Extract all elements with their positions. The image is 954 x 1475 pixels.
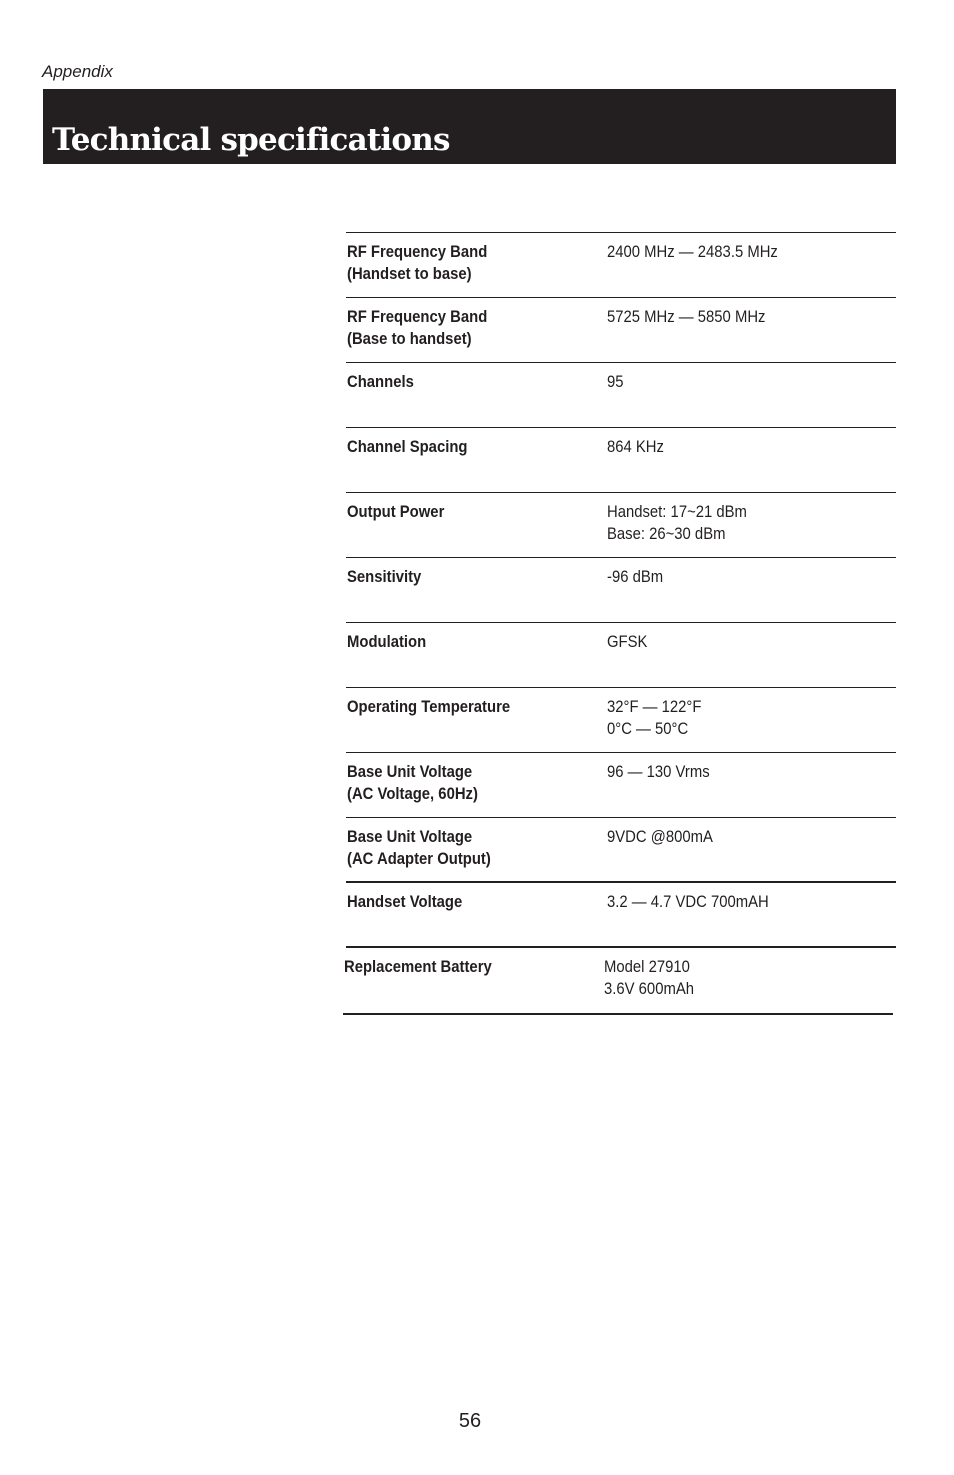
spec-value: 96 — 130 Vrms: [607, 763, 710, 781]
spec-row: [346, 428, 896, 493]
spec-row: [346, 298, 896, 363]
page-number: 56: [458, 1410, 482, 1432]
spec-row: [343, 948, 893, 1015]
spec-value: 32°F — 122°F 0°C — 50°C: [607, 698, 702, 738]
spec-value: 3.2 — 4.7 VDC 700mAH: [607, 893, 769, 911]
spec-value: 5725 MHz — 5850 MHz: [607, 308, 766, 326]
spec-value: GFSK: [607, 633, 648, 651]
spec-label: Base Unit Voltage (AC Adapter Output): [347, 828, 491, 868]
spec-row: [346, 233, 896, 298]
spec-value: Handset: 17~21 dBm Base: 26~30 dBm: [607, 503, 747, 543]
spec-row: [346, 688, 896, 753]
title-bar: [43, 89, 896, 164]
spec-row: [346, 883, 896, 948]
spec-label: Channels: [347, 373, 414, 391]
spec-value: 95: [607, 373, 624, 391]
spec-label: Modulation: [347, 633, 427, 651]
spec-label: Output Power: [347, 503, 445, 521]
spec-label: RF Frequency Band (Handset to base): [347, 243, 488, 283]
spec-row: [346, 753, 896, 818]
spec-row: [346, 558, 896, 623]
spec-label: Handset Voltage: [347, 893, 463, 911]
spec-label: Channel Spacing: [347, 438, 468, 456]
spec-value: 864 KHz: [607, 438, 664, 456]
spec-row: [346, 363, 896, 428]
section-label: Appendix: [42, 62, 113, 81]
spec-row: [346, 623, 896, 688]
spec-label: Replacement Battery: [344, 958, 492, 976]
spec-label: Sensitivity: [347, 568, 422, 586]
spec-label: RF Frequency Band (Base to handset): [347, 308, 488, 348]
spec-value: 9VDC @800mA: [607, 828, 713, 846]
spec-row: [346, 493, 896, 558]
spec-label: Base Unit Voltage (AC Voltage, 60Hz): [347, 763, 478, 803]
spec-row: [346, 818, 896, 883]
page-title: Technical specifications: [52, 122, 450, 158]
spec-value: -96 dBm: [607, 568, 664, 586]
spec-value: Model 27910 3.6V 600mAh: [604, 958, 694, 998]
spec-label: Operating Temperature: [347, 698, 511, 716]
spec-value: 2400 MHz — 2483.5 MHz: [607, 243, 778, 261]
spec-table: [346, 232, 896, 1015]
